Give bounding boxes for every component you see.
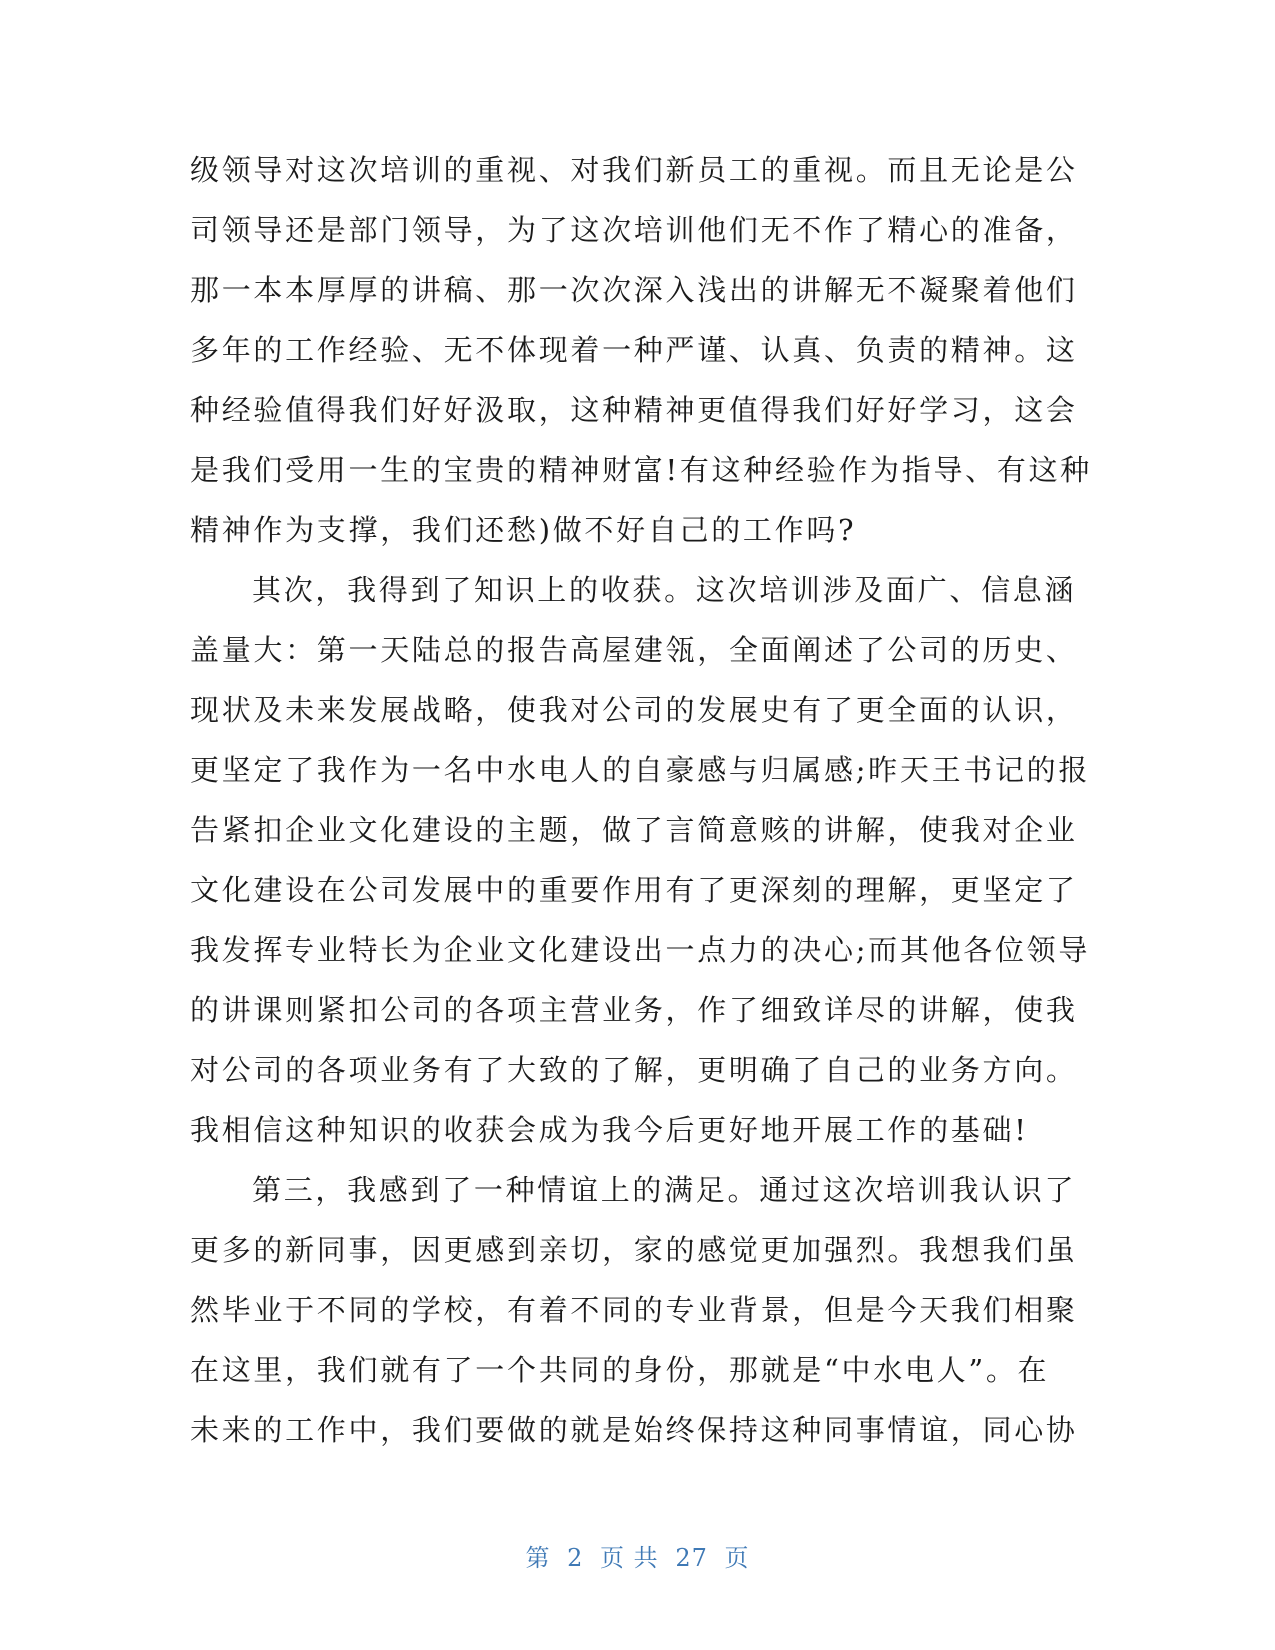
- text-line: 然毕业于不同的学校，有着不同的专业背景，但是今天我们相聚: [190, 1293, 1078, 1327]
- footer-page-number: 2: [567, 1544, 584, 1572]
- text-line: 其次，我得到了知识上的收获。这次培训涉及面广、信息涵: [252, 573, 1077, 607]
- text-line: 种经验值得我们好好汲取，这种精神更值得我们好好学习，这会: [190, 393, 1078, 427]
- text-line: 第三，我感到了一种情谊上的满足。通过这次培训我认识了: [252, 1173, 1077, 1207]
- text-line: 级领导对这次培训的重视、对我们新员工的重视。而且无论是公: [190, 153, 1078, 187]
- text-line: 盖量大：第一天陆总的报告高屋建瓴，全面阐述了公司的历史、: [190, 633, 1078, 667]
- text-line: 对公司的各项业务有了大致的了解，更明确了自己的业务方向。: [190, 1053, 1078, 1087]
- text-line: 文化建设在公司发展中的重要作用有了更深刻的理解，更坚定了: [190, 873, 1078, 907]
- footer-prefix: 第: [525, 1544, 551, 1572]
- text-line: 那一本本厚厚的讲稿、那一次次深入浅出的讲解无不凝聚着他们: [190, 273, 1078, 307]
- body-text: [190, 140, 1090, 1460]
- text-line: 我相信这种知识的收获会成为我今后更好地开展工作的基础!: [190, 1113, 1029, 1147]
- text-line: 未来的工作中，我们要做的就是始终保持这种同事情谊，同心协: [190, 1413, 1078, 1447]
- text-line: 告紧扣企业文化建设的主题，做了言简意赅的讲解，使我对企业: [190, 813, 1078, 847]
- text-line: 多年的工作经验、无不体现着一种严谨、认真、负责的精神。这: [190, 333, 1078, 367]
- text-line: 在这里，我们就有了一个共同的身份，那就是“中水电人”。在: [190, 1353, 1050, 1387]
- footer-total-pages: 27: [675, 1544, 708, 1572]
- text-line: 的讲课则紧扣公司的各项主营业务，作了细致详尽的讲解，使我: [190, 993, 1078, 1027]
- text-line: 是我们受用一生的宝贵的精神财富!有这种经验作为指导、有这种: [190, 453, 1092, 487]
- footer-suffix: 页: [724, 1544, 750, 1572]
- page-footer: [0, 1538, 1275, 1573]
- text-line: 司领导还是部门领导，为了这次培训他们无不作了精心的准备，: [190, 213, 1078, 247]
- text-line: 我发挥专业特长为企业文化建设出一点力的决心;而其他各位领导: [190, 933, 1091, 967]
- text-line: 更坚定了我作为一名中水电人的自豪感与归属感;昨天王书记的报: [190, 753, 1091, 787]
- text-line: 更多的新同事，因更感到亲切，家的感觉更加强烈。我想我们虽: [190, 1233, 1078, 1267]
- text-line: 现状及未来发展战略，使我对公司的发展史有了更全面的认识，: [190, 693, 1078, 727]
- footer-middle: 页 共: [600, 1544, 659, 1572]
- text-line: 精神作为支撑，我们还愁)做不好自己的工作吗?: [190, 513, 857, 547]
